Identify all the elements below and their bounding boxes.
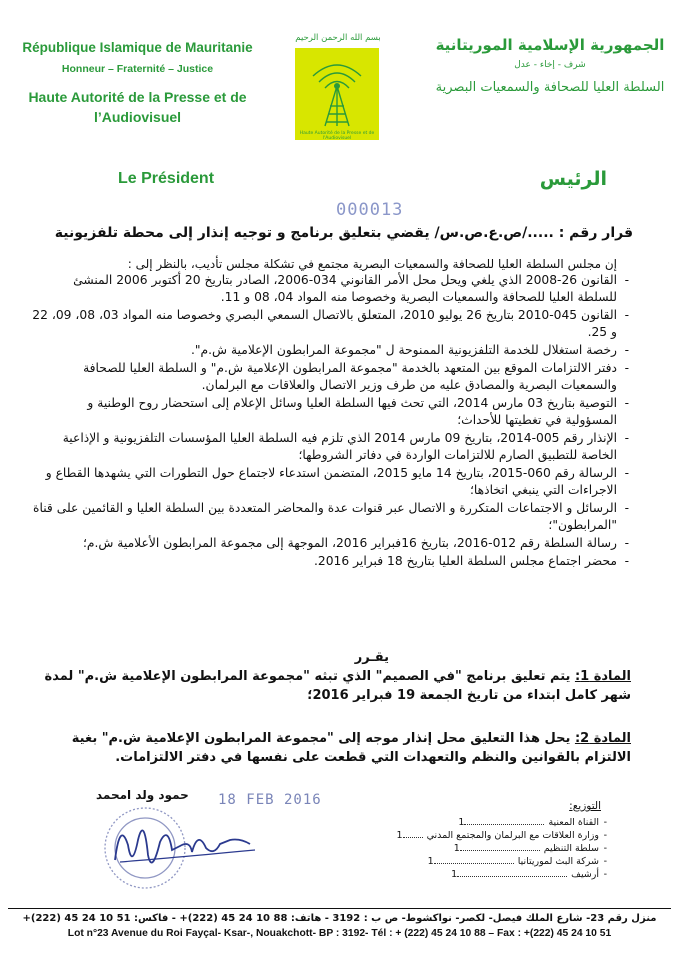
list-item: - سلطة التنظيم1 xyxy=(347,842,607,855)
considerations-list xyxy=(32,272,631,571)
article-2-text: يحل هذا التعليق محل إنذار موجه إلى "مجموعة المرابطون الإعلامية ش.م" بغية الالتزام بالقوانين والنظم والتعهدات التي قطعت على نفسها في دفتر الالتزامات. xyxy=(71,731,631,765)
signer-name: حمود ولد امحمد xyxy=(96,788,189,802)
list-item: - محضر اجتماع مجلس السلطة العليا بتاريخ 18 فبراير 2016. xyxy=(32,553,617,570)
french-header xyxy=(10,40,265,127)
authority-logo xyxy=(295,48,379,140)
preamble-intro: إن مجلس السلطة العليا للصحافة والسمعيات البصرية مجتمع في تشكلة مجلس تأديب، بالنظر إلى : xyxy=(127,257,617,271)
list-item: - دفتر الالتزامات الموقع بين المتعهد بالخدمة "مجموعة المرابطون الإعلامية ش.م" و السلطة العليا للصحافة والسمعيات البصرية والمصادق عليه من طرف وزير الاتصال والعلاقات مع البرلمان. xyxy=(32,360,617,394)
footer-divider xyxy=(8,908,671,909)
article-2-label: المادة 2: xyxy=(574,731,631,746)
authority-name-fr: Haute Autorité de la Presse et de l’Audiovisuel xyxy=(28,89,247,125)
list-item: - وزارة العلاقات مع البرلمان والمجتمع المدني1 xyxy=(347,829,607,842)
list-item: - الرسائل و الاجتماعات المتكررة و الاتصال عبر قنوات عدة والمحاضر المتعددة بين السلطة العليا و القائمين على قناة "المرابطون"؛ xyxy=(32,500,617,534)
decision-title: قرار رقم : ...../ص.ع.ص.س/ يقضي بتعليق برنامج و توجيه إنذار إلى محطة تلفزيونية xyxy=(54,225,633,241)
footer-address-fr: Lot n°23 Avenue du Roi Fayçal- Ksar-, Nouakchott- BP : 3192- Tél : + (222) 45 24 10 88 – Fax : +(222) 45 24 10 51 xyxy=(67,928,612,939)
list-item: - التوصية بتاريخ 03 مارس 2014، التي تحث فيها السلطة العليا وسائل الإعلام إلى استحضار روح الوطنية و المسؤولية في تغطيتها للأحداث؛ xyxy=(32,395,617,429)
list-item: - القناة المعنية1 xyxy=(347,816,607,829)
footer-address-ar: منزل رقم 23- شارع الملك فيصل- لكصر- نواكشوط- ص ب : 3192 - هاتف: 88 10 24 45 (222)+ - فاكس: 51 10 24 45 (222)+ xyxy=(22,913,657,924)
authority-name-ar: السلطة العليا للصحافة والسمعيات البصرية xyxy=(435,80,665,95)
distribution-title: التوزيع: xyxy=(569,800,601,812)
motto-ar: شرف - إخاء - عدل xyxy=(514,60,586,70)
president-title-fr: Le Président xyxy=(118,170,215,187)
country-name-fr: République Islamique de Mauritanie xyxy=(22,40,253,55)
handwritten-signature xyxy=(80,800,280,895)
motto-fr: Honneur – Fraternité – Justice xyxy=(61,63,214,75)
list-item: - رسالة السلطة رقم 012-2016، بتاريخ 16فبراير 2016، الموجهة إلى مجموعة المرابطون الأعلامية ش.م؛ xyxy=(32,535,617,552)
article-1 xyxy=(41,667,631,705)
president-title-ar: الرئيس xyxy=(539,168,607,190)
list-item: - الإنذار رقم 005-2014، بتاريخ 09 مارس 2014 الذي تلزم فيه السلطة العليا المؤسسات التلفزيونية و الإذاعية الخاصة للتطبيق الصارم للالتزامات الواردة في دفاتر الشروطها؛ xyxy=(32,430,617,464)
logo-caption: Haute Autorité de la Presse et de l'Audiovisuel xyxy=(299,131,375,141)
list-item: - الرسالة رقم 060-2015، بتاريخ 14 مايو 2015، المتضمن استدعاء لاجتماع حول التطورات التي يشهدها القطاع و الاجراءات التي ينبغي اتخاذها؛ xyxy=(32,465,617,499)
date-stamp: 18 FEB 2016 xyxy=(218,792,322,808)
antenna-emblem-icon xyxy=(295,48,379,140)
article-1-label: المادة 1: xyxy=(574,669,631,684)
list-item: - شركة البث لموريتانيا1 xyxy=(347,855,607,868)
decree-heading: يقـرر xyxy=(354,650,389,665)
list-item: - القانون 045-2010 بتاريخ 26 يوليو 2010، المتعلق بالاتصال السمعي البصري وخصوصا منه المواد 03، 08، 09، 22 و 25. xyxy=(32,307,617,341)
article-2 xyxy=(41,729,631,767)
basmala: بسم الله الرحمن الرحيم xyxy=(295,33,381,43)
distribution-list xyxy=(347,816,607,881)
list-item: - رخصة استغلال للخدمة التلفزيونية الممنوحة ل "مجموعة المرابطون الإعلامية ش.م". xyxy=(32,342,617,359)
footer xyxy=(0,908,679,939)
article-1-text: يتم تعليق برنامج "في الصميم" الذي تبثه "مجموعة المرابطون الإعلامية ش.م" لمدة شهر كامل ابتداء من تاريخ الجمعة 19 فبراير 2016؛ xyxy=(44,669,631,703)
list-item: - القانون 26-2008 الذي يلغي ويحل محل الأمر القانوني 034-2006، الصادر بتاريخ 20 أكتوبر 2006 المنشئ للسلطة العليا للصحافة والسمعيات البصرية وخصوصا منه المواد 04، 08 و 11. xyxy=(32,272,617,306)
arabic-header xyxy=(435,36,665,98)
list-item: - أرشيف1 xyxy=(347,868,607,881)
country-name-ar: الجمهورية الإسلامية الموريتانية xyxy=(435,36,665,54)
decision-number-stamp: 000013 xyxy=(336,200,404,220)
